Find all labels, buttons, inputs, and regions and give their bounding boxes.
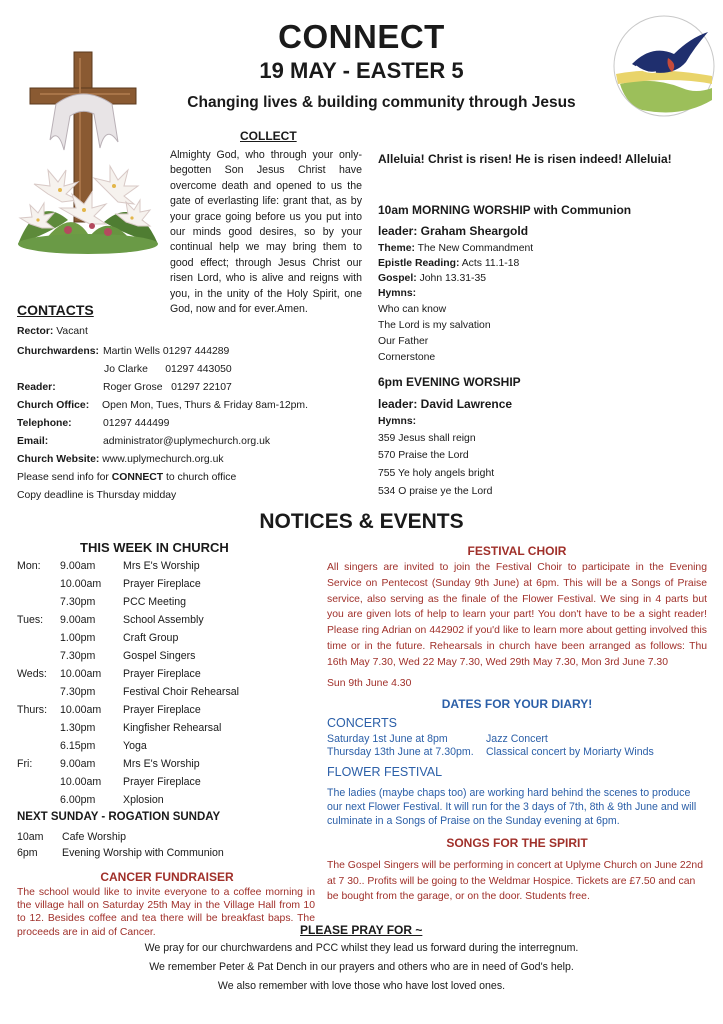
week-time: 9.00am <box>60 758 96 770</box>
morning-hymn: Cornerstone <box>378 352 436 363</box>
week-day: Fri: <box>17 758 33 770</box>
morning-worship-heading: 10am MORNING WORSHIP with Communion <box>378 203 632 217</box>
week-event: Yoga <box>123 740 147 752</box>
tagline: Changing lives & building community through Jesus <box>187 94 576 111</box>
week-event: School Assembly <box>123 614 204 626</box>
morning-hymn: Our Father <box>378 336 429 347</box>
morning-hymn: Who can know <box>378 304 447 315</box>
week-event: Prayer Fireplace <box>123 704 201 716</box>
pray-line: We pray for our churchwardens and PCC whilst they lead us forward during the interregnum. <box>144 942 579 954</box>
week-time: 10.00am <box>60 704 102 716</box>
contact-rector: Rector: Vacant <box>17 326 88 337</box>
evening-hymn: 359 Jesus shall reign <box>378 433 476 444</box>
this-week-heading: THIS WEEK IN CHURCH <box>80 540 229 555</box>
week-event: Prayer Fireplace <box>123 668 201 680</box>
week-time: 1.30pm <box>60 722 96 734</box>
website-link[interactable]: www.uplymechurch.org.uk <box>102 454 224 465</box>
contact-churchwarden-2: Jo Clarke 01297 443050 <box>104 364 232 375</box>
contacts-heading: CONTACTS <box>17 302 94 318</box>
week-time: 10.00am <box>60 578 102 590</box>
morning-hymn: The Lord is my salvation <box>378 320 491 331</box>
morning-gospel: Gospel: John 13.31-35 <box>378 273 487 284</box>
page-title: CONNECT <box>278 18 445 55</box>
contact-email: Email: administrator@uplymechurch.org.uk <box>17 436 271 447</box>
collect-heading: COLLECT <box>240 129 297 143</box>
songs-text: The Gospel Singers will be performing in concert at Uplyme Church on June 22nd at 7 30.. Profits will be going to the Weldmar Hospice. Tickets are £7.50 and can be bought from the garage, or on the door. Students free. <box>327 860 703 903</box>
flower-festival-label: FLOWER FESTIVAL <box>327 765 443 779</box>
festival-choir-text: All singers are invited to join the Festival Choir to participate in the Evening Service on Pentecost (Sunday 9th June) at 6pm. This will be a Songs of Praise service, also serving as the finale of the Flower Festival. We sing in 4 parts but you are given lots of help to learn your part! You don't have to be a sight reader! Please ring Adrian on 442902 if you'd like to learn more about getting involved this time or in the future. Rehearsals in church have been arranged as follows: Thu 16th May 7.30, Wed 22 May 7.30, Wed 29th May 7.30, Mon 3rd June 7.30 <box>327 562 707 668</box>
notices-heading: NOTICES & EVENTS <box>259 510 464 533</box>
week-time: 10.00am <box>60 668 102 680</box>
pray-line: We remember Peter & Pat Dench in our prayers and others who are in need of God's help. <box>149 961 574 973</box>
week-event: Xplosion <box>123 794 164 806</box>
week-event: Kingfisher Rehearsal <box>123 722 222 734</box>
concert-2-event: Classical concert by Moriarty Winds <box>486 746 654 758</box>
week-event: Festival Choir Rehearsal <box>123 686 239 698</box>
pray-line: We also remember with love those who have lost loved ones. <box>217 980 506 992</box>
songs-heading: SONGS FOR THE SPIRIT <box>446 836 588 850</box>
flower-festival-text: The ladies (maybe chaps too) are working hard behind the scenes to produce our next Flower Festival. It will run for the 3 days of 7th, 8th & 9th June and will culminate in a Songs of Praise on the Sunday evening at 6pm. <box>327 787 697 828</box>
week-time: 7.30pm <box>60 650 96 662</box>
week-event: Mrs E's Worship <box>123 758 200 770</box>
evening-leader: leader: David Lawrence <box>378 397 513 411</box>
week-day: Tues: <box>17 614 44 626</box>
week-day: Thurs: <box>17 704 48 716</box>
week-time: 6.00pm <box>60 794 96 806</box>
week-time: 10.00am <box>60 776 102 788</box>
evening-hymns-label: Hymns: <box>378 416 417 427</box>
contact-deadline: Copy deadline is Thursday midday <box>17 490 177 501</box>
week-time: 9.00am <box>60 560 96 572</box>
week-event: Gospel Singers <box>123 650 196 662</box>
week-day: Mon: <box>17 560 41 572</box>
evening-hymn: 570 Praise the Lord <box>378 450 469 461</box>
contact-info: Please send info for CONNECT to church office <box>17 472 237 483</box>
evening-worship-heading: 6pm EVENING WORSHIP <box>378 375 521 389</box>
morning-hymns-label: Hymns: <box>378 288 417 299</box>
week-event: Craft Group <box>123 632 179 644</box>
cancer-heading: CANCER FUNDRAISER <box>100 870 234 884</box>
concerts-label: CONCERTS <box>327 716 397 730</box>
collect-text: Almighty God, who through your only-begotten Son Jesus Christ have overcome death and opened to us the gate of everlasting life: grant that, as by your grace going before us you put into our minds good desires, so by your continual help we may bring them to good effect; through Jesus Christ our risen Lord, who is alive and reigns with you, in the unity of the Holy Spirit, one God, now and for ever.Amen. <box>170 149 362 316</box>
week-event: Mrs E's Worship <box>123 560 200 572</box>
week-event: Prayer Fireplace <box>123 578 201 590</box>
week-time: 1.00pm <box>60 632 96 644</box>
evening-hymn: 534 O praise ye the Lord <box>378 486 493 497</box>
morning-theme: Theme: The New Commandment <box>378 243 534 254</box>
week-event: PCC Meeting <box>123 596 186 608</box>
date-subtitle: 19 MAY - EASTER 5 <box>259 58 464 83</box>
contact-office: Church Office: Open Mon, Tues, Thurs & Friday 8am-12pm. <box>17 400 308 411</box>
pray-heading: PLEASE PRAY FOR ~ <box>300 923 423 937</box>
evening-hymn: 755 Ye holy angels bright <box>378 468 495 479</box>
morning-leader: leader: Graham Sheargold <box>378 224 529 238</box>
week-day: Weds: <box>17 668 47 680</box>
week-time: 7.30pm <box>60 596 96 608</box>
alleluia-text: Alleluia! Christ is risen! He is risen indeed! Alleluia! <box>378 152 672 166</box>
email-link[interactable]: administrator@uplymechurch.org.uk <box>103 436 271 447</box>
contact-churchwarden-1: Churchwardens: Martin Wells 01297 444289 <box>17 346 230 357</box>
week-time: 6.15pm <box>60 740 96 752</box>
next-sunday-heading: NEXT SUNDAY - ROGATION SUNDAY <box>17 811 221 823</box>
concert-2-date: Thursday 13th June at 7.30pm. <box>327 746 474 758</box>
concert-1-event: Jazz Concert <box>486 733 548 745</box>
week-time: 9.00am <box>60 614 96 626</box>
week-event: Prayer Fireplace <box>123 776 201 788</box>
concert-1-date: Saturday 1st June at 8pm <box>327 733 448 745</box>
contact-website: Church Website: www.uplymechurch.org.uk <box>17 454 224 465</box>
festival-choir-last: Sun 9th June 4.30 <box>327 678 412 689</box>
contact-reader: Reader: Roger Grose 01297 22107 <box>17 382 232 393</box>
cancer-text: The school would like to invite everyone to a coffee morning in the village hall on Saturday 25th May in the Village Hall from 10 to 12. Besides coffee and tea there will be breakfast baps. The proceeds are in aid of Cancer. <box>17 887 315 938</box>
week-time: 7.30pm <box>60 686 96 698</box>
contact-telephone: Telephone: 01297 444499 <box>17 418 170 429</box>
diary-heading: DATES FOR YOUR DIARY! <box>441 697 593 711</box>
festival-choir-heading: FESTIVAL CHOIR <box>467 544 567 558</box>
morning-epistle: Epistle Reading: Acts 11.1-18 <box>378 258 520 269</box>
